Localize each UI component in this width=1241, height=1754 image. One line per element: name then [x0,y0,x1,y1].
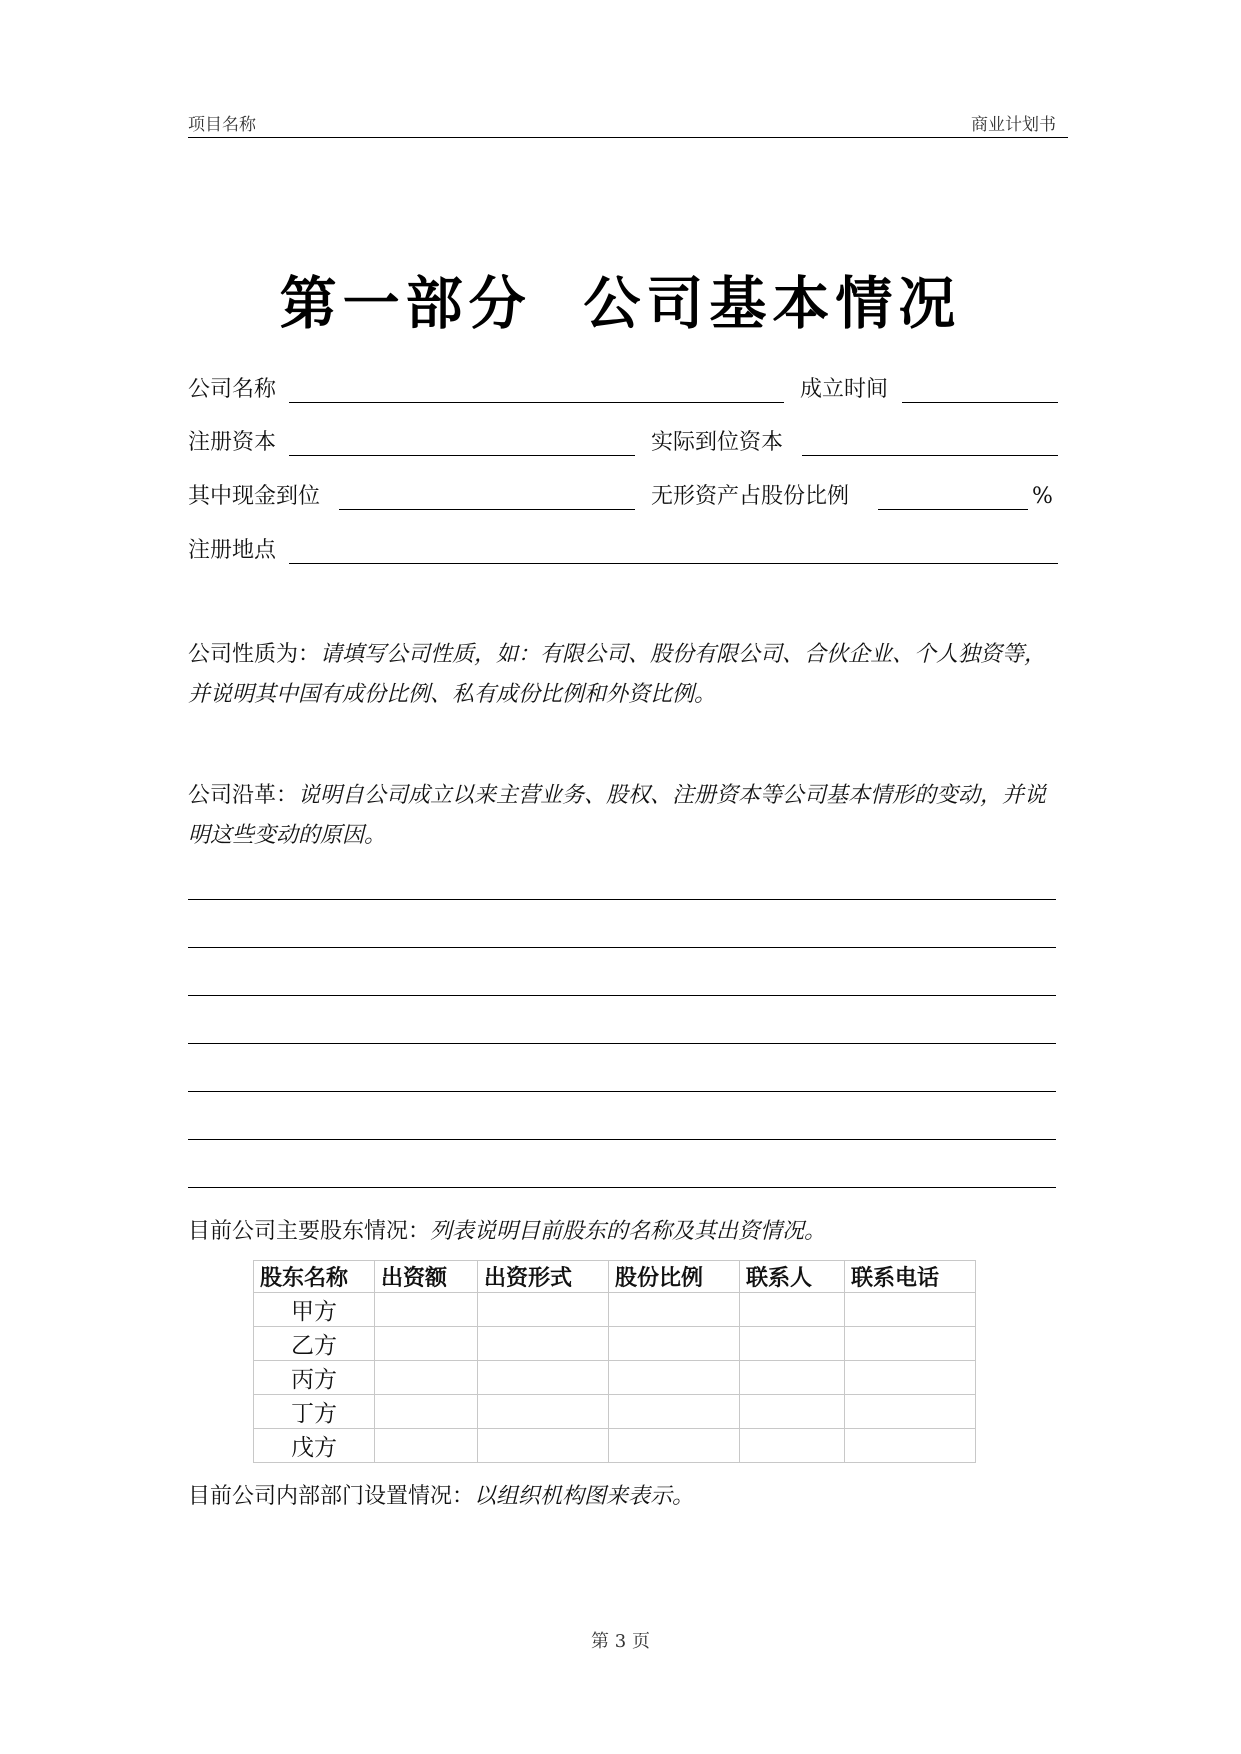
history-fill-line[interactable] [188,1091,1056,1092]
header-project-name: 项目名称 [188,115,256,135]
table-cell[interactable] [845,1361,976,1395]
shareholders-heading [188,1212,1056,1252]
history-hint: 说明自公司成立以来主营业务、股权、注册资本等公司基本情形的变动，并说明这些变动的原因。 [188,783,1047,848]
col-amount: 出资额 [375,1261,478,1293]
col-phone: 联系电话 [845,1261,976,1293]
history-fill-line[interactable] [188,995,1056,996]
table-cell[interactable] [845,1293,976,1327]
nature-hint: 请填写公司性质，如：有限公司、股份有限公司、合伙企业、个人独资等，并说明其中国有成份比例、私有成份比例和外资比例。 [188,642,1047,707]
departments-hint: 以组织机构图来表示。 [474,1484,695,1509]
intangible-ratio-label: 无形资产占股份比例 [651,484,850,509]
page-header [188,110,1068,138]
history-label: 公司沿革： [188,783,299,808]
company-name-field[interactable] [289,402,784,403]
header-doc-type: 商业计划书 [971,115,1056,135]
shareholder-name: 丁方 [254,1395,375,1429]
established-label: 成立时间 [800,377,889,402]
table-row [254,1361,976,1395]
shareholder-name: 甲方 [254,1293,375,1327]
established-field[interactable] [902,402,1058,403]
table-cell[interactable] [478,1327,609,1361]
company-name-label: 公司名称 [188,377,277,402]
table-row [254,1395,976,1429]
table-cell[interactable] [845,1429,976,1463]
row-cash [188,482,1058,512]
col-shareholder-name: 股东名称 [254,1261,375,1293]
row-company-name [188,375,1058,405]
table-cell[interactable] [375,1395,478,1429]
table-cell[interactable] [375,1293,478,1327]
table-cell[interactable] [609,1293,740,1327]
cash-paid-field[interactable] [339,509,635,510]
company-history [188,776,1056,856]
table-cell[interactable] [609,1429,740,1463]
history-fill-line[interactable] [188,1043,1056,1044]
intangible-ratio-field[interactable] [878,509,1028,510]
address-label: 注册地点 [188,538,277,563]
table-cell[interactable] [375,1361,478,1395]
table-cell[interactable] [478,1395,609,1429]
table-cell[interactable] [740,1361,845,1395]
page-number: 第 3 页 [591,1631,650,1652]
address-field[interactable] [289,563,1058,564]
departments-label: 目前公司内部部门设置情况： [188,1484,475,1509]
registered-capital-label: 注册资本 [188,430,277,455]
shareholders-label: 目前公司主要股东情况： [188,1219,431,1244]
table-cell[interactable] [740,1429,845,1463]
table-cell[interactable] [740,1327,845,1361]
table-cell[interactable] [609,1395,740,1429]
table-cell[interactable] [609,1361,740,1395]
registered-capital-field[interactable] [289,455,635,456]
shareholders-table [253,1260,976,1463]
table-cell[interactable] [375,1429,478,1463]
shareholders-hint: 列表说明目前股东的名称及其出资情况。 [430,1219,827,1244]
table-cell[interactable] [740,1293,845,1327]
table-cell[interactable] [375,1327,478,1361]
row-address [188,536,1058,566]
table-row [254,1327,976,1361]
table-cell[interactable] [478,1361,609,1395]
table-row [254,1293,976,1327]
table-header-row [254,1261,976,1293]
table-cell[interactable] [845,1395,976,1429]
table-cell[interactable] [478,1429,609,1463]
history-fill-line[interactable] [188,899,1056,900]
paid-in-capital-field[interactable] [802,455,1058,456]
shareholder-name: 戊方 [254,1429,375,1463]
table-cell[interactable] [478,1293,609,1327]
company-nature [188,635,1056,715]
table-cell[interactable] [609,1327,740,1361]
row-capital [188,428,1058,458]
nature-label: 公司性质为： [188,642,321,667]
col-form: 出资形式 [478,1261,609,1293]
table-cell[interactable] [845,1327,976,1361]
history-fill-line[interactable] [188,1139,1056,1140]
col-share-ratio: 股份比例 [609,1261,740,1293]
table-cell[interactable] [740,1395,845,1429]
percent-sign: % [1032,484,1053,509]
shareholder-name: 乙方 [254,1327,375,1361]
departments-heading [188,1477,1056,1517]
col-contact: 联系人 [740,1261,845,1293]
cash-paid-label: 其中现金到位 [188,484,321,509]
section-title: 第一部分 公司基本情况 [279,271,962,337]
paid-in-capital-label: 实际到位资本 [651,430,784,455]
history-fill-line[interactable] [188,1187,1056,1188]
table-row [254,1429,976,1463]
history-fill-line[interactable] [188,947,1056,948]
shareholder-name: 丙方 [254,1361,375,1395]
